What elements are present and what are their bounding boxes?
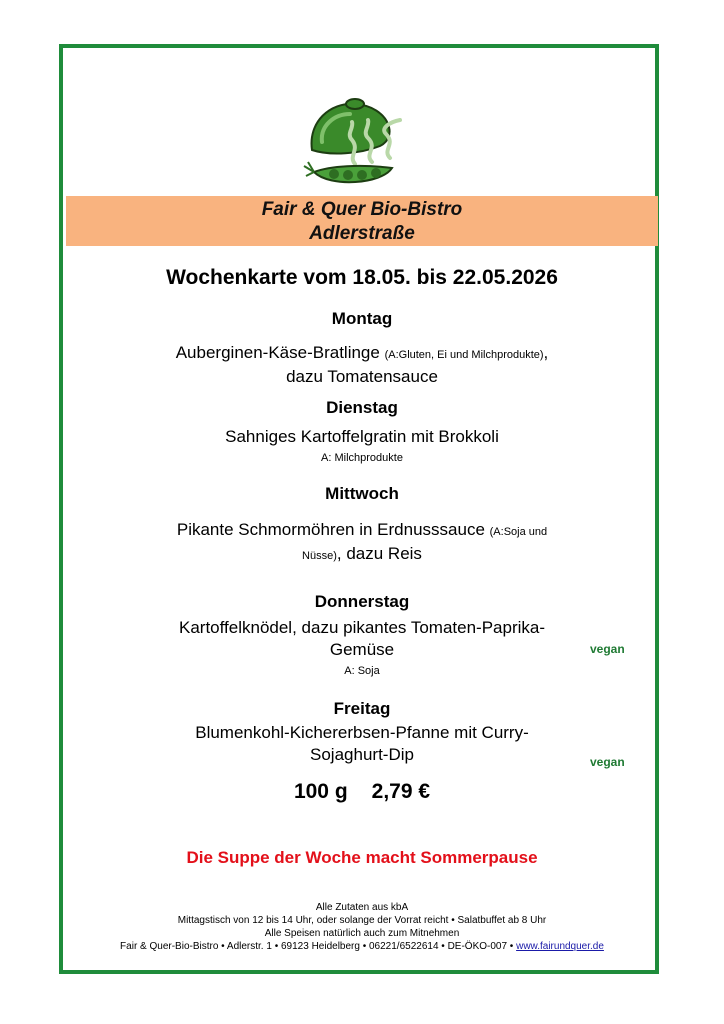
- dish-wednesday-allergen-a: (A:Soja und: [489, 526, 548, 538]
- footer-line-2: Mittagstisch von 12 bis 14 Uhr, oder solange der Vorrat reicht • Salatbuffet ab 8 Uhr: [177, 915, 547, 926]
- dish-friday: [66, 722, 658, 766]
- dish-friday-line2: Sojaghurt-Dip: [310, 745, 414, 764]
- allergen-tuesday: A: Milchprodukte: [321, 452, 403, 464]
- price-weight: 100 g: [293, 780, 348, 803]
- day-friday: Freitag: [333, 699, 391, 718]
- dish-monday-comma: ,: [543, 343, 549, 362]
- footer-address: Fair & Quer-Bio-Bistro • Adlerstr. 1 • 69123 Heidelberg • 06221/6522614 • DE-ÖKO-007 •: [120, 941, 514, 952]
- day-monday: Montag: [331, 309, 393, 328]
- footer: [66, 901, 658, 953]
- vegan-badge-thursday: vegan: [590, 642, 625, 656]
- menu-title: Wochenkarte vom 18.05. bis 22.05.2026: [166, 266, 558, 289]
- soup-notice: Die Suppe der Woche macht Sommerpause: [186, 848, 538, 867]
- bistro-logo-icon: [300, 92, 420, 192]
- dish-thursday-line2: Gemüse: [329, 640, 395, 659]
- bistro-name: Fair & Quer Bio-Bistro: [261, 199, 463, 220]
- dish-friday-line1: Blumenkohl-Kichererbsen-Pfanne mit Curry-: [195, 723, 529, 742]
- footer-line-1: Alle Zutaten aus kbA: [315, 902, 409, 913]
- day-wednesday: Mittwoch: [325, 484, 399, 503]
- dish-monday-main: Auberginen-Käse-Bratlinge: [175, 343, 380, 362]
- dish-monday-line2: dazu Tomatensauce: [286, 367, 438, 386]
- day-thursday: Donnerstag: [314, 592, 410, 611]
- dish-thursday-line1: Kartoffelknödel, dazu pikantes Tomaten-Paprika-: [178, 618, 546, 637]
- price: [66, 780, 658, 804]
- dish-thursday: [66, 617, 658, 661]
- price-amount: 2,79 €: [371, 780, 431, 803]
- dish-wednesday-line2: , dazu Reis: [336, 544, 422, 563]
- footer-line-4: [66, 940, 658, 953]
- dish-wednesday-allergen-b: Nüsse): [302, 550, 337, 562]
- dish-tuesday: Sahniges Kartoffelgratin mit Brokkoli: [225, 427, 499, 446]
- dish-wednesday-main: Pikante Schmormöhren in Erdnusssauce: [176, 520, 485, 539]
- dish-wednesday: [66, 519, 658, 567]
- dish-monday: [66, 342, 658, 388]
- vegan-badge-friday: vegan: [590, 755, 625, 769]
- bistro-location: Adlerstraße: [309, 223, 415, 244]
- day-tuesday: Dienstag: [326, 398, 398, 417]
- allergen-thursday: A: Soja: [344, 665, 380, 677]
- dish-monday-allergen: (A:Gluten, Ei und Milchprodukte): [384, 349, 544, 361]
- header-banner: [66, 196, 658, 246]
- footer-line-3: Alle Speisen natürlich auch zum Mitnehmen: [264, 928, 460, 939]
- website-link[interactable]: www.fairundquer.de: [516, 941, 604, 952]
